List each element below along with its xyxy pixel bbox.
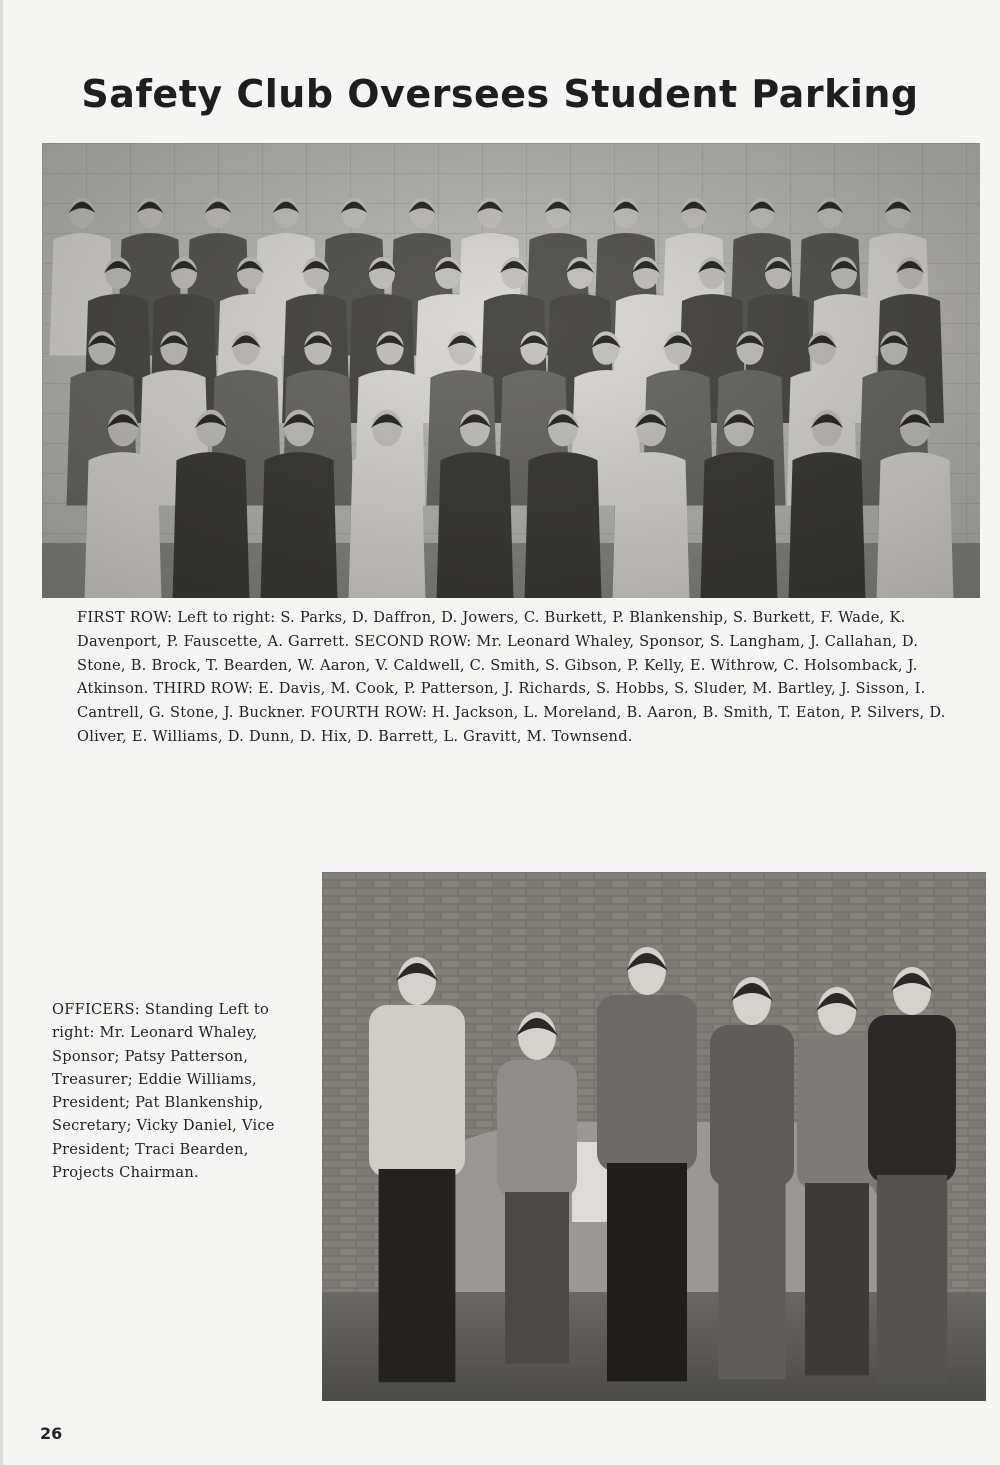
page-edge bbox=[0, 0, 3, 1465]
officer-legs bbox=[607, 1163, 687, 1381]
officer-legs bbox=[805, 1183, 869, 1375]
officers-photo-image bbox=[322, 872, 986, 1401]
officer-legs bbox=[505, 1192, 569, 1364]
page-number: 26 bbox=[40, 1424, 63, 1443]
officer-torso bbox=[369, 1005, 465, 1177]
officer-torso bbox=[797, 1035, 877, 1190]
officer-torso bbox=[868, 1015, 956, 1183]
officers-photo bbox=[322, 872, 986, 1401]
officer-torso bbox=[710, 1025, 794, 1187]
group-photo bbox=[42, 143, 980, 598]
officer-torso bbox=[497, 1060, 577, 1199]
group-photo-caption: FIRST ROW: Left to right: S. Parks, D. Daffron, D. Jowers, C. Burkett, P. Blankenship, S. Burkett, F. Wade, K. Davenport, P. Fauscette, A. Garrett. SECOND ROW: Mr. Leonard Whaley, Sponsor, S. Langham, J. Callahan, D. Stone, B. Brock, T. Bearden, W. Aaron, V. Caldwell, C. Smith, S. Gibson, P. Kelly, E. Withrow, C. Holsomback, J. Atkinson. THIRD ROW: E. Davis, M. Cook, P. Patterson, J. Richards, S. Hobbs, S. Sluder, M. Bartley, J. Sisson, I. Cantrell, G. Stone, J. Buckner. FOURTH ROW: H. Jackson, L. Moreland, B. Aaron, B. Smith, T. Eaton, P. Silvers, D. Oliver, E. Williams, D. Dunn, D. Hix, D. Barrett, L. Gravitt, M. Townsend. bbox=[77, 609, 946, 745]
page-title: Safety Club Oversees Student Parking bbox=[81, 72, 919, 116]
officer-legs bbox=[379, 1169, 456, 1382]
officer-legs bbox=[877, 1175, 947, 1383]
officer-torso bbox=[597, 995, 697, 1171]
group-photo-image bbox=[42, 143, 980, 598]
officers-caption: OFFICERS: Standing Left to right: Mr. Leonard Whaley, Sponsor; Patsy Patterson, Treasurer; Eddie Williams, President; Pat Blankenship, Secretary; Vicky Daniel, Vice President; Traci Bearden, Projects Chairman. bbox=[52, 1001, 275, 1182]
officer-legs bbox=[718, 1179, 785, 1379]
